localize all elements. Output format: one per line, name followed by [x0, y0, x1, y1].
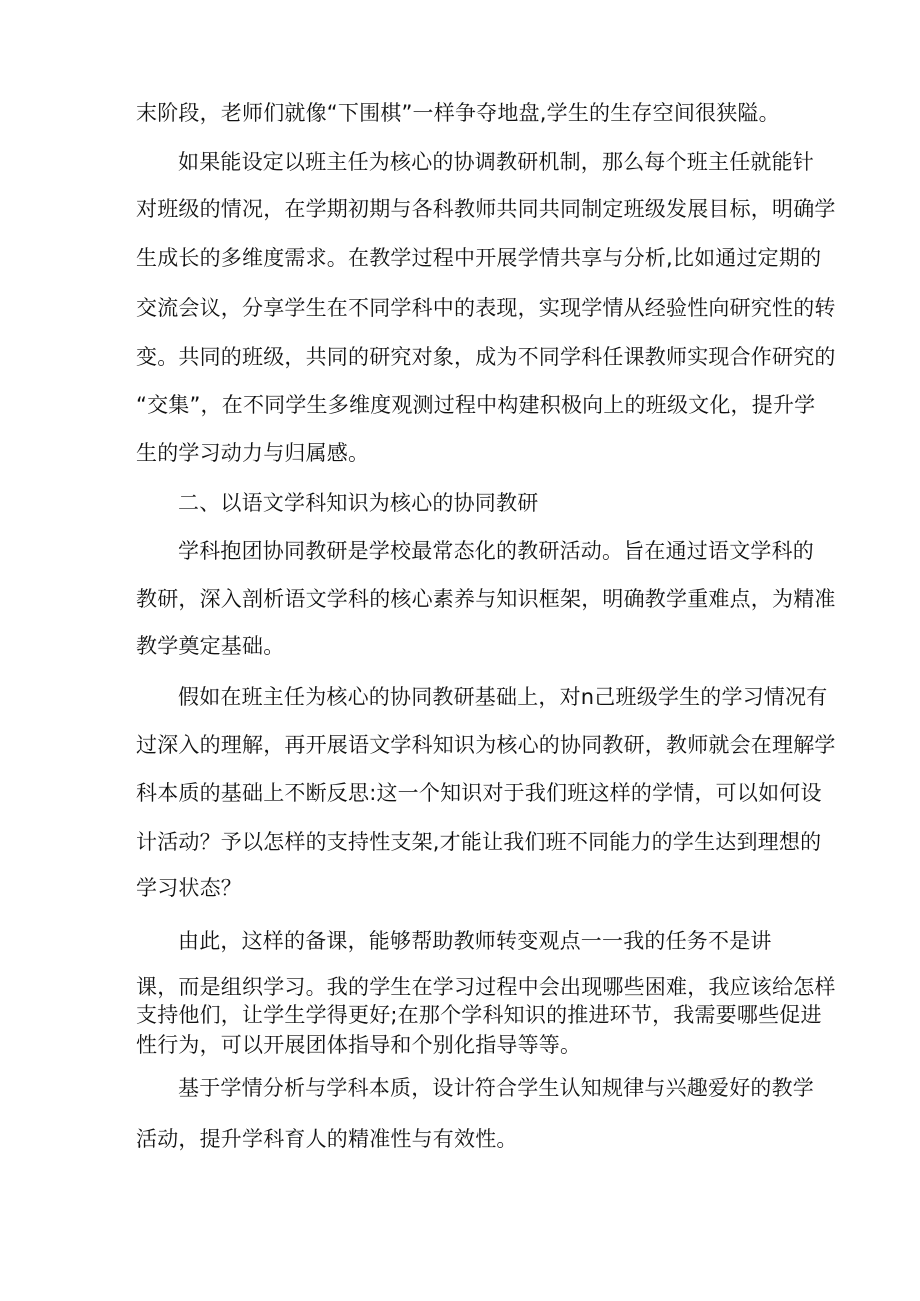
text-line: 支持他们，让学生学得更好;在那个学科知识的推进环节，我需要哪些促进: [136, 1003, 822, 1027]
text-line: 生成长的多维度需求。在教学过程中开展学情共享与分析,比如通过定期的: [136, 246, 822, 270]
text-line: 过深入的理解，再开展语文学科知识为核心的协同教研，教师就会在理解学: [136, 733, 836, 757]
text-line: 教学奠定基础。: [136, 634, 285, 658]
text-line: 学科抱团协同教研是学校最常态化的教研活动。旨在通过语文学科的: [178, 539, 814, 563]
text-line: 科本质的基础上不断反思:这一个知识对于我们班这样的学情，可以如何设: [136, 781, 822, 805]
text-line: 课，而是组织学习。我的学生在学习过程中会出现哪些困难，我应该给怎样: [136, 975, 836, 999]
text-line: 如果能设定以班主任为核心的协调教研机制，那么每个班主任就能针: [178, 150, 814, 174]
text-line: 教研，深入剖析语文学科的核心素养与知识框架，明确教学重难点，为精准: [136, 587, 836, 611]
text-line: 计活动？予以怎样的支持性支架,才能让我们班不同能力的学生达到理想的: [136, 830, 822, 854]
text-line: 生的学习动力与归属感。: [136, 441, 370, 465]
text-line: 末阶段，老师们就像“下围棋”一样争夺地盘,学生的生存空间很狭隘。: [136, 101, 780, 125]
text-line: “交集”，在不同学生多维度观测过程中构建积极向上的班级文化，提升学: [136, 393, 816, 417]
text-line: 由此，这样的备课，能够帮助教师转变观点一一我的任务不是讲: [178, 929, 772, 953]
text-line: 假如在班主任为核心的协同教研基础上，对n己班级学生的学习情况有: [178, 685, 828, 709]
text-line: 变。共同的班级，共同的研究对象，成为不同学科任课教师实现合作研究的: [136, 345, 836, 369]
section-heading: 二、以语文学科知识为核心的协同教研: [178, 491, 539, 515]
text-line: 基于学情分析与学科本质，设计符合学生认知规律与兴趣爱好的教学: [178, 1076, 814, 1100]
text-line: 学习状态？: [136, 876, 242, 900]
text-line: 活动，提升学科育人的精准性与有效性。: [136, 1127, 518, 1151]
text-line: 交流会议，分享学生在不同学科中的表现，实现学情从经验性向研究性的转: [136, 296, 836, 320]
text-line: 性行为，可以开展团体指导和个别化指导等等。: [136, 1033, 582, 1057]
text-line: 对班级的情况，在学期初期与各科教师共同共同制定班级发展目标，明确学: [136, 197, 836, 221]
